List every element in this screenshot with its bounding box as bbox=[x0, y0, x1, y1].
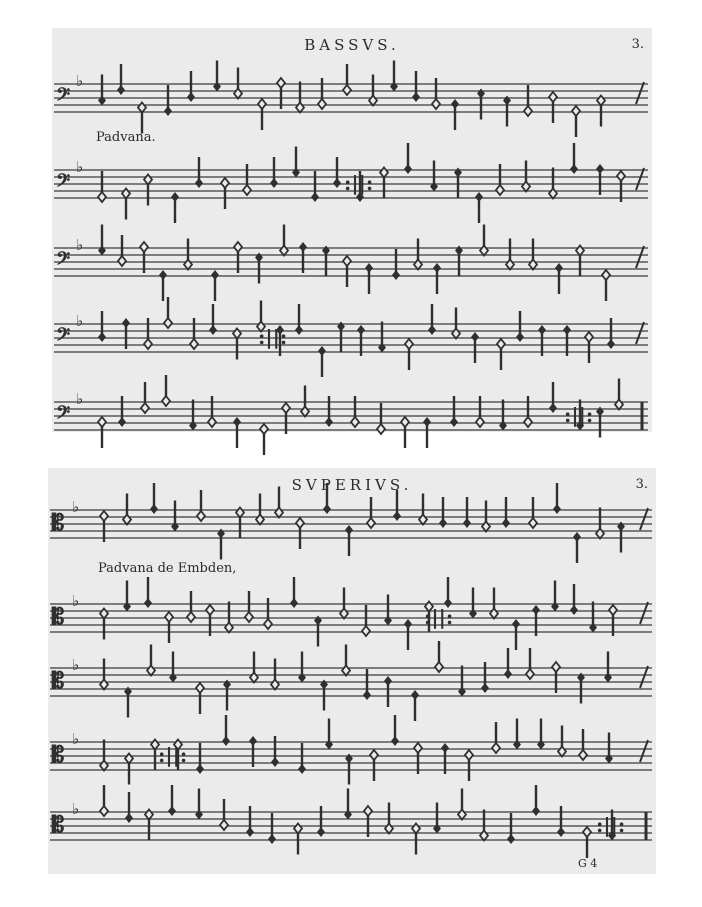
note-head bbox=[221, 178, 229, 188]
note-head bbox=[343, 85, 351, 95]
note-head bbox=[364, 806, 372, 816]
note-head bbox=[362, 626, 370, 636]
note-head bbox=[195, 810, 203, 820]
note-head bbox=[499, 421, 507, 431]
note-head bbox=[414, 260, 422, 270]
music-staff bbox=[52, 60, 652, 130]
note-head bbox=[325, 740, 333, 750]
custos-mark bbox=[640, 740, 648, 762]
note-head bbox=[557, 827, 565, 837]
note-head bbox=[211, 270, 219, 280]
custos-mark bbox=[636, 322, 644, 344]
note-head bbox=[271, 680, 279, 690]
note-head bbox=[404, 164, 412, 174]
note-head bbox=[411, 690, 419, 700]
note-head bbox=[477, 89, 485, 99]
note-head bbox=[419, 515, 427, 525]
note-head bbox=[549, 403, 557, 413]
note-head bbox=[463, 518, 471, 528]
bass-clef: 𝄢 bbox=[56, 170, 71, 196]
note-head bbox=[250, 673, 258, 683]
note-head bbox=[450, 417, 458, 427]
note-head bbox=[260, 424, 268, 434]
note-head bbox=[555, 263, 563, 273]
note-head bbox=[471, 332, 479, 342]
soprano-clef: 𝄡 bbox=[52, 812, 65, 838]
note-head bbox=[270, 178, 278, 188]
note-head bbox=[169, 673, 177, 683]
note-head bbox=[363, 690, 371, 700]
note-head bbox=[441, 743, 449, 753]
bassus-page bbox=[52, 28, 652, 432]
note-head bbox=[342, 666, 350, 676]
note-head bbox=[579, 750, 587, 760]
note-head bbox=[476, 417, 484, 427]
bass-clef: 𝄢 bbox=[56, 324, 71, 350]
note-head bbox=[184, 260, 192, 270]
note-head bbox=[345, 754, 353, 764]
note-head bbox=[504, 669, 512, 679]
note-head bbox=[604, 673, 612, 683]
note-head bbox=[162, 396, 170, 406]
repeat-sign: :||: bbox=[158, 743, 188, 767]
note-head bbox=[125, 754, 133, 764]
note-head bbox=[100, 761, 108, 771]
note-head bbox=[357, 325, 365, 335]
note-head bbox=[171, 522, 179, 532]
note-head bbox=[553, 504, 561, 514]
note-head bbox=[393, 511, 401, 521]
key-flat: ♭ bbox=[76, 390, 84, 408]
note-head bbox=[164, 106, 172, 116]
note-head bbox=[392, 270, 400, 280]
note-head bbox=[213, 82, 221, 92]
note-head bbox=[475, 192, 483, 202]
note-head bbox=[236, 508, 244, 518]
note-head bbox=[138, 103, 146, 113]
note-head bbox=[605, 754, 613, 764]
note-head bbox=[187, 612, 195, 622]
music-staff bbox=[52, 300, 652, 370]
note-head bbox=[98, 417, 106, 427]
music-staff bbox=[48, 580, 656, 650]
key-flat: ♭ bbox=[72, 498, 80, 516]
note-head bbox=[325, 417, 333, 427]
note-head bbox=[384, 616, 392, 626]
note-head bbox=[480, 831, 488, 841]
note-head bbox=[144, 175, 152, 185]
custos-mark bbox=[636, 168, 644, 190]
custos-mark bbox=[640, 666, 648, 688]
note-head bbox=[532, 806, 540, 816]
note-head bbox=[256, 515, 264, 525]
repeat-sign: :||: bbox=[424, 605, 454, 629]
note-head bbox=[430, 182, 438, 192]
note-head bbox=[367, 518, 375, 528]
note-head bbox=[296, 103, 304, 113]
music-staff bbox=[52, 224, 652, 294]
note-head bbox=[490, 609, 498, 619]
note-head bbox=[452, 329, 460, 339]
note-head bbox=[255, 253, 263, 263]
key-flat: ♭ bbox=[76, 236, 84, 254]
note-head bbox=[123, 515, 131, 525]
superius-page bbox=[48, 468, 656, 874]
note-head bbox=[503, 96, 511, 106]
note-head bbox=[118, 417, 126, 427]
note-head bbox=[337, 322, 345, 332]
music-staff bbox=[48, 718, 656, 788]
note-head bbox=[206, 605, 214, 615]
note-head bbox=[208, 417, 216, 427]
note-head bbox=[401, 417, 409, 427]
note-head bbox=[243, 185, 251, 195]
note-head bbox=[282, 403, 290, 413]
note-head bbox=[538, 325, 546, 335]
note-head bbox=[551, 602, 559, 612]
note-head bbox=[165, 612, 173, 622]
note-head bbox=[412, 824, 420, 834]
note-head bbox=[195, 178, 203, 188]
note-head bbox=[573, 532, 581, 542]
note-head bbox=[249, 736, 257, 746]
note-head bbox=[529, 518, 537, 528]
note-head bbox=[596, 164, 604, 174]
superius-page-number: 3. bbox=[635, 477, 648, 492]
note-head bbox=[299, 242, 307, 252]
note-head bbox=[384, 676, 392, 686]
note-head bbox=[190, 339, 198, 349]
note-head bbox=[245, 612, 253, 622]
note-head bbox=[506, 260, 514, 270]
note-head bbox=[225, 623, 233, 633]
repeat-sign: :||: bbox=[344, 171, 374, 195]
note-head bbox=[563, 325, 571, 335]
note-head bbox=[145, 810, 153, 820]
note-head bbox=[492, 743, 500, 753]
note-head bbox=[333, 178, 341, 188]
note-head bbox=[234, 242, 242, 252]
note-head bbox=[369, 96, 377, 106]
repeat-sign: :||: bbox=[596, 813, 626, 837]
note-head bbox=[100, 680, 108, 690]
note-head bbox=[481, 683, 489, 693]
note-head bbox=[344, 810, 352, 820]
bassus-piece-title: Padvana. bbox=[96, 130, 156, 145]
note-head bbox=[455, 246, 463, 256]
note-head bbox=[318, 99, 326, 109]
note-head bbox=[351, 417, 359, 427]
note-head bbox=[140, 242, 148, 252]
note-head bbox=[345, 525, 353, 535]
note-head bbox=[458, 687, 466, 697]
note-head bbox=[526, 669, 534, 679]
note-head bbox=[512, 619, 520, 629]
note-head bbox=[322, 246, 330, 256]
key-flat: ♭ bbox=[72, 592, 80, 610]
note-head bbox=[549, 92, 557, 102]
note-head bbox=[377, 424, 385, 434]
note-head bbox=[404, 619, 412, 629]
note-head bbox=[100, 806, 108, 816]
note-head bbox=[435, 662, 443, 672]
bass-clef: 𝄢 bbox=[56, 248, 71, 274]
note-head bbox=[123, 602, 131, 612]
note-head bbox=[122, 318, 130, 328]
soprano-clef: 𝄡 bbox=[52, 604, 65, 630]
superius-footer-mark: G 4 bbox=[578, 857, 598, 870]
key-flat: ♭ bbox=[76, 72, 84, 90]
note-head bbox=[314, 616, 322, 626]
note-head bbox=[298, 673, 306, 683]
repeat-sign: :||: bbox=[258, 325, 288, 349]
soprano-clef: 𝄡 bbox=[52, 510, 65, 536]
soprano-clef: 𝄡 bbox=[52, 742, 65, 768]
note-head bbox=[602, 270, 610, 280]
note-head bbox=[311, 192, 319, 202]
note-head bbox=[405, 339, 413, 349]
music-staff bbox=[48, 486, 656, 556]
note-head bbox=[617, 171, 625, 181]
note-head bbox=[296, 518, 304, 528]
note-head bbox=[385, 824, 393, 834]
note-head bbox=[451, 99, 459, 109]
note-head bbox=[469, 609, 477, 619]
note-head bbox=[391, 736, 399, 746]
note-head bbox=[222, 736, 230, 746]
note-head bbox=[597, 96, 605, 106]
note-head bbox=[609, 605, 617, 615]
note-head bbox=[98, 246, 106, 256]
note-head bbox=[524, 417, 532, 427]
note-head bbox=[164, 318, 172, 328]
note-head bbox=[98, 96, 106, 106]
note-head bbox=[122, 189, 130, 199]
note-head bbox=[428, 325, 436, 335]
bassus-heading: BASSVS. bbox=[304, 36, 400, 54]
note-head bbox=[615, 400, 623, 410]
note-head bbox=[502, 518, 510, 528]
note-head bbox=[365, 263, 373, 273]
note-head bbox=[414, 743, 422, 753]
note-head bbox=[378, 343, 386, 353]
note-head bbox=[277, 78, 285, 88]
note-head bbox=[570, 164, 578, 174]
note-head bbox=[439, 518, 447, 528]
key-flat: ♭ bbox=[76, 158, 84, 176]
note-head bbox=[150, 504, 158, 514]
note-head bbox=[98, 192, 106, 202]
note-head bbox=[290, 598, 298, 608]
note-head bbox=[516, 332, 524, 342]
note-head bbox=[577, 673, 585, 683]
note-head bbox=[318, 346, 326, 356]
note-head bbox=[171, 192, 179, 202]
note-head bbox=[454, 168, 462, 178]
note-head bbox=[217, 529, 225, 539]
note-head bbox=[258, 99, 266, 109]
note-head bbox=[100, 609, 108, 619]
note-head bbox=[234, 89, 242, 99]
note-head bbox=[570, 605, 578, 615]
note-head bbox=[340, 609, 348, 619]
note-head bbox=[572, 106, 580, 116]
note-head bbox=[196, 764, 204, 774]
soprano-clef: 𝄡 bbox=[52, 668, 65, 694]
note-head bbox=[323, 504, 331, 514]
key-flat: ♭ bbox=[72, 730, 80, 748]
note-head bbox=[522, 182, 530, 192]
note-head bbox=[617, 522, 625, 532]
custos-mark bbox=[636, 82, 644, 104]
note-head bbox=[275, 508, 283, 518]
note-head bbox=[246, 827, 254, 837]
key-flat: ♭ bbox=[72, 800, 80, 818]
note-head bbox=[147, 666, 155, 676]
note-head bbox=[529, 260, 537, 270]
note-head bbox=[433, 263, 441, 273]
note-head bbox=[233, 329, 241, 339]
note-head bbox=[513, 740, 521, 750]
note-head bbox=[432, 99, 440, 109]
note-head bbox=[524, 106, 532, 116]
note-head bbox=[196, 683, 204, 693]
custos-mark bbox=[640, 508, 648, 530]
music-staff bbox=[48, 644, 656, 714]
note-head bbox=[100, 511, 108, 521]
note-head bbox=[537, 740, 545, 750]
key-flat: ♭ bbox=[72, 656, 80, 674]
note-head bbox=[298, 764, 306, 774]
note-head bbox=[144, 339, 152, 349]
note-head bbox=[589, 623, 597, 633]
note-head bbox=[117, 85, 125, 95]
note-head bbox=[532, 605, 540, 615]
note-head bbox=[98, 332, 106, 342]
note-head bbox=[292, 168, 300, 178]
note-head bbox=[125, 813, 133, 823]
note-head bbox=[596, 529, 604, 539]
custos-mark bbox=[640, 602, 648, 624]
note-head bbox=[496, 185, 504, 195]
bass-clef: 𝄢 bbox=[56, 402, 71, 428]
superius-heading: SVPERIVS. bbox=[291, 476, 413, 494]
note-head bbox=[268, 834, 276, 844]
note-head bbox=[187, 92, 195, 102]
note-head bbox=[220, 820, 228, 830]
note-head bbox=[583, 827, 591, 837]
note-head bbox=[576, 246, 584, 256]
note-head bbox=[607, 339, 615, 349]
note-head bbox=[390, 82, 398, 92]
bass-clef: 𝄢 bbox=[56, 84, 71, 110]
note-head bbox=[295, 325, 303, 335]
note-head bbox=[549, 189, 557, 199]
note-head bbox=[197, 511, 205, 521]
bassus-page-number: 3. bbox=[631, 37, 644, 52]
note-head bbox=[223, 680, 231, 690]
note-head bbox=[233, 417, 241, 427]
note-head bbox=[317, 827, 325, 837]
note-head bbox=[280, 246, 288, 256]
note-head bbox=[480, 246, 488, 256]
note-head bbox=[168, 806, 176, 816]
note-head bbox=[320, 680, 328, 690]
note-head bbox=[585, 332, 593, 342]
note-head bbox=[497, 339, 505, 349]
note-head bbox=[144, 598, 152, 608]
note-head bbox=[596, 407, 604, 417]
note-head bbox=[159, 270, 167, 280]
note-head bbox=[412, 92, 420, 102]
note-head bbox=[264, 619, 272, 629]
key-flat: ♭ bbox=[76, 312, 84, 330]
repeat-sign: :||: bbox=[564, 403, 594, 427]
note-head bbox=[380, 168, 388, 178]
note-head bbox=[370, 750, 378, 760]
music-staff bbox=[52, 146, 652, 216]
note-head bbox=[294, 824, 302, 834]
note-head bbox=[507, 834, 515, 844]
note-head bbox=[465, 750, 473, 760]
custos-mark bbox=[636, 246, 644, 268]
note-head bbox=[118, 256, 126, 266]
note-head bbox=[141, 403, 149, 413]
note-head bbox=[271, 757, 279, 767]
note-head bbox=[301, 407, 309, 417]
note-head bbox=[189, 421, 197, 431]
note-head bbox=[343, 256, 351, 266]
note-head bbox=[209, 325, 217, 335]
note-head bbox=[552, 662, 560, 672]
note-head bbox=[558, 747, 566, 757]
note-head bbox=[482, 522, 490, 532]
note-head bbox=[124, 687, 132, 697]
superius-piece-title: Padvana de Embden, bbox=[98, 561, 237, 576]
note-head bbox=[423, 417, 431, 427]
note-head bbox=[458, 810, 466, 820]
music-staff bbox=[48, 788, 656, 858]
note-head bbox=[433, 824, 441, 834]
music-staff bbox=[52, 378, 652, 448]
